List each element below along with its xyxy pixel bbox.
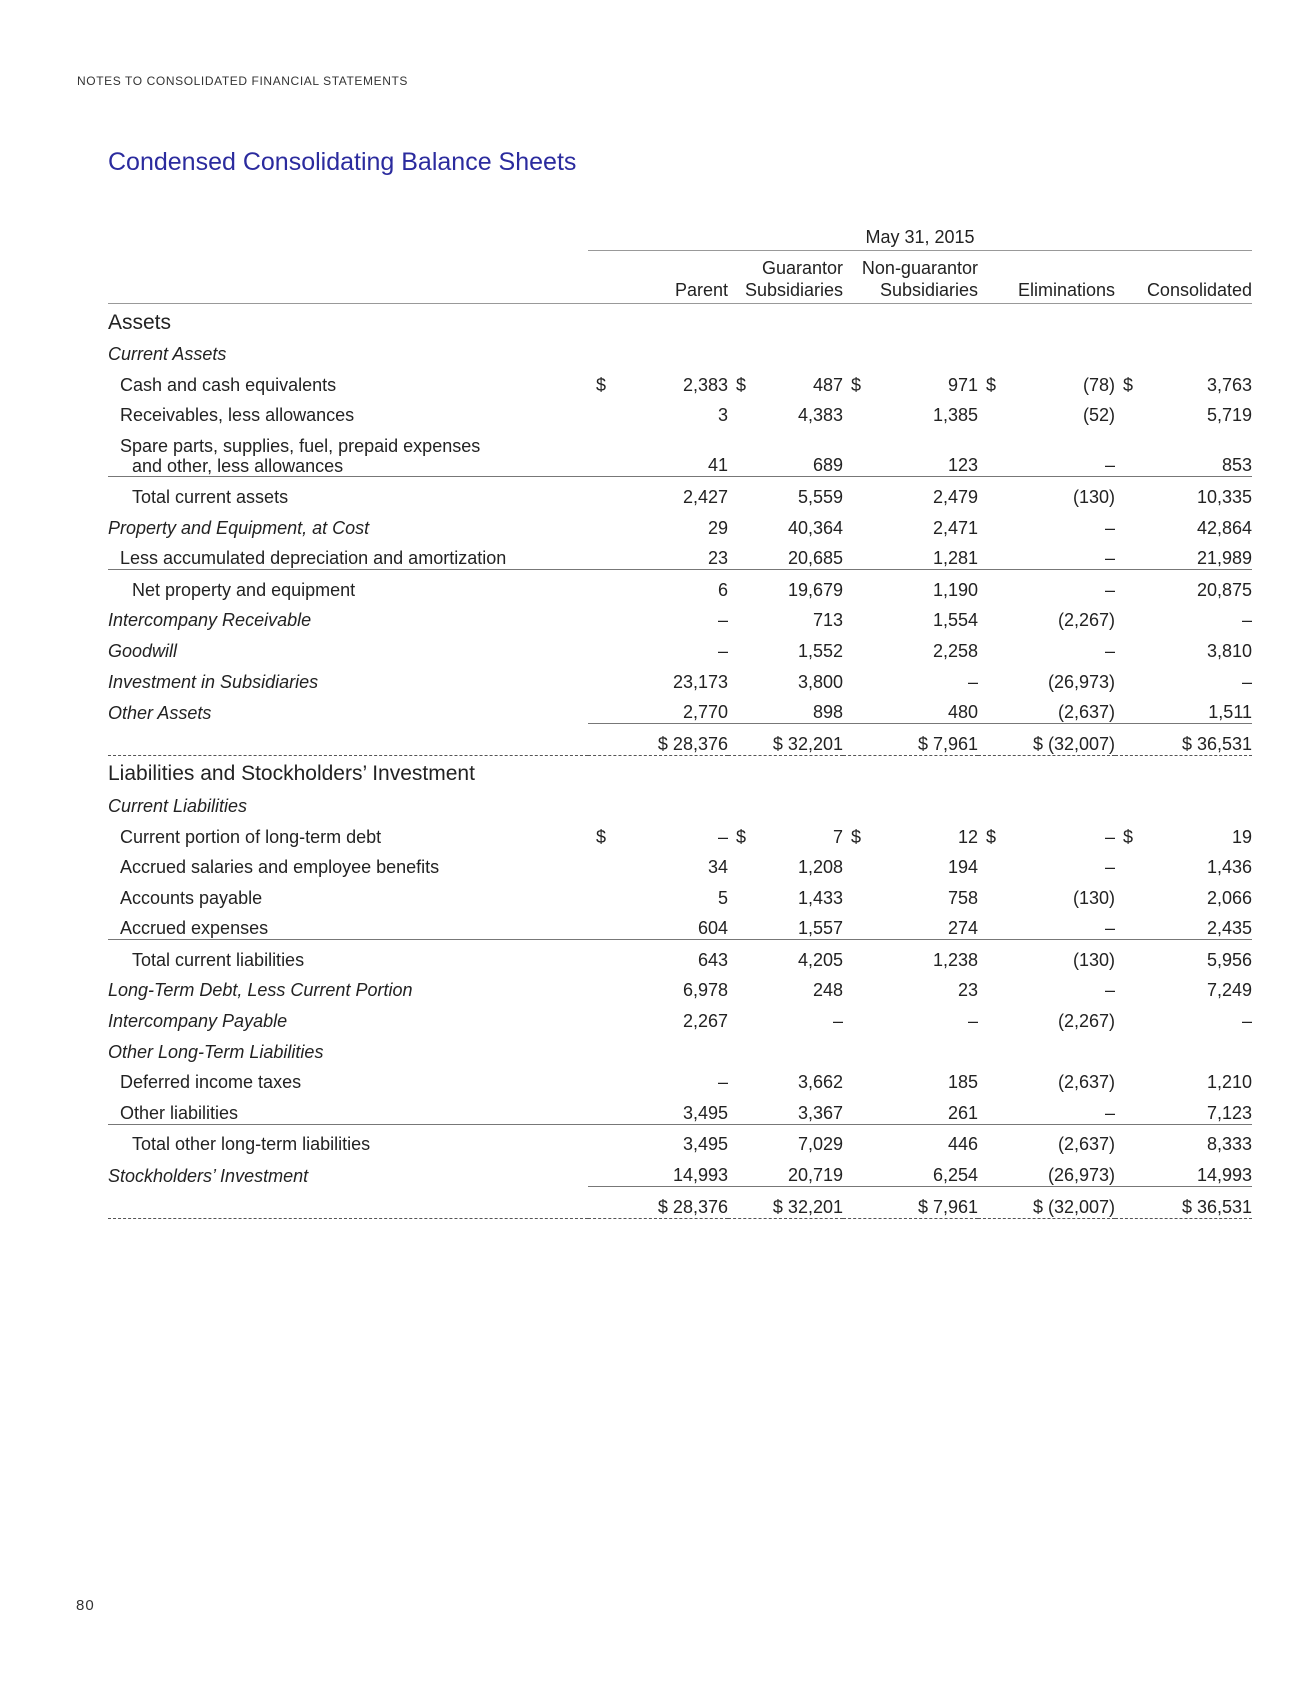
table-row: [108, 878, 1252, 909]
row-label: Stockholders’ Investment: [108, 1165, 309, 1186]
cell-value: $ 7,961: [843, 1187, 978, 1219]
cell-value: 1,557: [797, 918, 843, 939]
table-row: [108, 570, 1252, 601]
cell-value: [1115, 1032, 1252, 1063]
cell-value: 713: [812, 610, 843, 631]
cell-value: 1,436: [1206, 857, 1253, 878]
cell-value: [588, 304, 728, 335]
cell-value: 3,810: [1206, 640, 1253, 661]
table-row: [108, 396, 1252, 427]
table-row: [108, 1093, 1252, 1124]
cell-value: –: [978, 570, 1115, 601]
cell-value: $ 36,531: [1115, 724, 1252, 756]
cell-value: (130): [978, 940, 1115, 971]
cell-value: 20,719: [787, 1165, 843, 1186]
cell-value: $ 971: [851, 374, 978, 395]
cell-value: [1115, 755, 1252, 786]
cell-value: [588, 1032, 728, 1063]
cell-value: –: [1242, 610, 1253, 631]
cell-value: 1,208: [797, 857, 843, 878]
row-label: Total other long-term liabilities: [108, 1124, 588, 1155]
cell-value: [978, 786, 1115, 817]
cell-value: 4,205: [728, 940, 843, 971]
table-row: [108, 335, 1252, 366]
cell-value: –: [1242, 671, 1253, 692]
cell-value: –: [832, 1011, 843, 1032]
cell-value: [843, 335, 978, 366]
cell-value: 1,554: [932, 610, 978, 631]
cell-value: $ 2,383: [596, 374, 728, 395]
cell-value: 1,385: [932, 405, 978, 426]
cell-value: (26,973): [1047, 671, 1115, 692]
cell-value: 23: [707, 548, 728, 569]
cell-value: 21,989: [1196, 548, 1253, 569]
table-row: [108, 693, 1252, 724]
row-label: Property and Equipment, at Cost: [108, 517, 370, 538]
cell-value: [978, 755, 1115, 786]
cell-value: [1115, 786, 1252, 817]
cell-value: [728, 755, 843, 786]
table-row: [108, 1063, 1252, 1094]
row-label: Deferred income taxes: [120, 1072, 302, 1093]
cell-value: [728, 1032, 843, 1063]
cell-value: 2,258: [932, 640, 978, 661]
cell-value: (2,267): [1057, 610, 1115, 631]
cell-value: –: [1104, 918, 1115, 939]
row-label: Intercompany Receivable: [108, 610, 312, 631]
cell-value: 2,267: [682, 1011, 728, 1032]
cell-value: [978, 1032, 1115, 1063]
cell-value: [843, 304, 978, 335]
table-row: [108, 1124, 1252, 1155]
row-label: Goodwill: [108, 640, 178, 661]
cell-value: $ 19: [1123, 826, 1253, 847]
cell-value: 2,427: [588, 477, 728, 508]
cell-value: 5,719: [1206, 405, 1253, 426]
cell-value: 2,770: [682, 702, 728, 723]
cell-value: 446: [843, 1124, 978, 1155]
cell-value: [843, 1032, 978, 1063]
cell-value: –: [717, 640, 728, 661]
cell-value: 1,552: [797, 640, 843, 661]
table-row: [108, 601, 1252, 632]
cell-value: 480: [947, 702, 978, 723]
column-header-row: [108, 251, 1252, 304]
column-header: Eliminations: [978, 251, 1115, 304]
table-row: [108, 940, 1252, 971]
table-row: [108, 477, 1252, 508]
row-label: Cash and cash equivalents: [120, 374, 337, 395]
column-header: Non-guarantor Subsidiaries: [843, 251, 978, 304]
cell-value: $ 7: [736, 826, 843, 847]
cell-value: –: [1104, 455, 1115, 476]
column-header: Guarantor Subsidiaries: [728, 251, 843, 304]
cell-value: 2,471: [932, 517, 978, 538]
cell-value: 20,875: [1115, 570, 1252, 601]
cell-value: $ (78): [986, 374, 1115, 395]
section-row: [108, 755, 1252, 786]
cell-value: 194: [947, 857, 978, 878]
cell-value: 7,249: [1206, 980, 1253, 1001]
column-header: Consolidated: [1115, 251, 1252, 304]
cell-value: [588, 755, 728, 786]
row-label: Receivables, less allowances: [120, 405, 355, 426]
row-label: Other liabilities: [120, 1102, 239, 1123]
cell-value: [978, 304, 1115, 335]
row-label: Other Assets: [108, 702, 212, 723]
cell-value: $ 28,376: [588, 1187, 728, 1219]
cell-value: [728, 335, 843, 366]
cell-value: –: [1242, 1011, 1253, 1032]
cell-value: –: [717, 610, 728, 631]
cell-value: 3,662: [797, 1072, 843, 1093]
row-label: Other Long-Term Liabilities: [108, 1041, 324, 1062]
cell-value: $ (32,007): [978, 724, 1115, 756]
cell-value: (130): [978, 477, 1115, 508]
row-label: Current Assets: [108, 344, 227, 365]
row-label: Current portion of long-term debt: [120, 826, 382, 847]
cell-value: 8,333: [1115, 1124, 1252, 1155]
cell-value: 853: [1221, 455, 1253, 476]
cell-value: 3,367: [797, 1102, 843, 1123]
cell-value: –: [1104, 980, 1115, 1001]
cell-value: [843, 786, 978, 817]
cell-value: 248: [812, 980, 843, 1001]
cell-value: $ 7,961: [843, 724, 978, 756]
cell-value: 604: [697, 918, 728, 939]
cell-value: 643: [588, 940, 728, 971]
table-row: [108, 1032, 1252, 1063]
cell-value: 6,254: [932, 1165, 978, 1186]
row-label: Intercompany Payable: [108, 1011, 288, 1032]
cell-value: 1,210: [1206, 1072, 1253, 1093]
period-date: May 31, 2015: [588, 222, 1252, 251]
section-row: [108, 304, 1252, 335]
cell-value: $ –: [986, 826, 1115, 847]
cell-value: 1,433: [797, 887, 843, 908]
cell-value: 5,559: [728, 477, 843, 508]
cell-value: 6: [588, 570, 728, 601]
row-label: Spare parts, supplies, fuel, prepaid expenses and other, less allowances: [120, 436, 481, 477]
table-row: [108, 817, 1252, 848]
cell-value: 3,495: [588, 1124, 728, 1155]
table-row: [108, 539, 1252, 570]
cell-value: [978, 335, 1115, 366]
table-row: [108, 786, 1252, 817]
cell-value: 3,800: [797, 671, 843, 692]
row-label: Liabilities and Stockholders’ Investment: [108, 762, 475, 786]
table-row: [108, 631, 1252, 662]
cell-value: 185: [947, 1072, 978, 1093]
table-row: [108, 909, 1252, 940]
cell-value: 5,956: [1115, 940, 1252, 971]
cell-value: 261: [947, 1102, 978, 1123]
cell-value: [588, 786, 728, 817]
cell-value: –: [1104, 857, 1115, 878]
cell-value: 1,511: [1208, 702, 1253, 723]
cell-value: 3: [717, 405, 728, 426]
cell-value: 898: [812, 702, 843, 723]
table-row: [108, 971, 1252, 1002]
row-label: Investment in Subsidiaries: [108, 671, 319, 692]
cell-value: 20,685: [787, 548, 843, 569]
row-label: Accrued salaries and employee benefits: [120, 857, 440, 878]
cell-value: 23,173: [672, 671, 728, 692]
cell-value: $ –: [596, 826, 728, 847]
cell-value: [728, 786, 843, 817]
cell-value: –: [1104, 640, 1115, 661]
page-title: Condensed Consolidating Balance Sheets: [108, 148, 577, 176]
cell-value: 274: [947, 918, 978, 939]
row-label: Accounts payable: [120, 887, 263, 908]
cell-value: [1115, 335, 1252, 366]
cell-value: 2,435: [1206, 918, 1253, 939]
cell-value: 40,364: [787, 517, 843, 538]
cell-value: $ 28,376: [588, 724, 728, 756]
cell-value: $ 3,763: [1123, 374, 1253, 395]
cell-value: 6,978: [682, 980, 728, 1001]
cell-value: 689: [812, 455, 843, 476]
cell-value: 4,383: [797, 405, 843, 426]
row-label: [108, 1187, 588, 1219]
cell-value: 2,066: [1206, 887, 1253, 908]
cell-value: 41: [707, 455, 728, 476]
cell-value: (2,267): [1057, 1011, 1115, 1032]
cell-value: (52): [1082, 405, 1115, 426]
row-label: Net property and equipment: [108, 570, 588, 601]
cell-value: 23: [957, 980, 978, 1001]
total-row: [108, 724, 1252, 756]
table-row: [108, 508, 1252, 539]
cell-value: (2,637): [1057, 702, 1115, 723]
cell-value: 5: [717, 887, 728, 908]
table-row: [108, 365, 1252, 396]
cell-value: $ 32,201: [728, 724, 843, 756]
cell-value: 29: [707, 517, 728, 538]
cell-value: 14,993: [1196, 1165, 1253, 1186]
row-label: Total current assets: [108, 477, 588, 508]
cell-value: –: [967, 671, 978, 692]
row-label: Less accumulated depreciation and amortization: [120, 548, 507, 569]
cell-value: $ (32,007): [978, 1187, 1115, 1219]
table-row: [108, 848, 1252, 879]
column-header: Parent: [588, 251, 728, 304]
cell-value: 7,123: [1206, 1102, 1253, 1123]
cell-value: (2,637): [1057, 1072, 1115, 1093]
cell-value: (130): [1072, 887, 1115, 908]
row-label: Current Liabilities: [108, 795, 248, 816]
cell-value: 10,335: [1115, 477, 1252, 508]
table-row: [108, 1001, 1252, 1032]
cell-value: 14,993: [672, 1165, 728, 1186]
cell-value: –: [717, 1072, 728, 1093]
running-header: NOTES TO CONSOLIDATED FINANCIAL STATEMENTS: [77, 74, 409, 88]
row-label: Accrued expenses: [120, 918, 269, 939]
cell-value: 42,864: [1196, 517, 1253, 538]
row-label: [108, 724, 588, 756]
table-row: [108, 662, 1252, 693]
cell-value: 1,238: [843, 940, 978, 971]
cell-value: –: [1104, 517, 1115, 538]
row-label: Long-Term Debt, Less Current Portion: [108, 980, 413, 1001]
cell-value: (26,973): [1047, 1165, 1115, 1186]
cell-value: 2,479: [843, 477, 978, 508]
row-label: Assets: [108, 310, 172, 334]
cell-value: [728, 304, 843, 335]
balance-sheet-table: [108, 222, 1252, 1219]
cell-value: 34: [707, 857, 728, 878]
table-row: [108, 426, 1252, 477]
cell-value: $ 487: [736, 374, 843, 395]
total-row: [108, 1187, 1252, 1219]
cell-value: –: [1104, 1102, 1115, 1123]
cell-value: 123: [947, 455, 978, 476]
date-header-row: [108, 222, 1252, 251]
cell-value: 7,029: [728, 1124, 843, 1155]
cell-value: $ 36,531: [1115, 1187, 1252, 1219]
page-number: 80: [76, 1597, 95, 1614]
cell-value: $ 32,201: [728, 1187, 843, 1219]
cell-value: 19,679: [728, 570, 843, 601]
cell-value: [588, 335, 728, 366]
cell-value: [1115, 304, 1252, 335]
table-row: [108, 1155, 1252, 1186]
cell-value: 1,190: [843, 570, 978, 601]
cell-value: (2,637): [978, 1124, 1115, 1155]
row-label: Total current liabilities: [108, 940, 588, 971]
cell-value: –: [967, 1011, 978, 1032]
cell-value: 3,495: [682, 1102, 728, 1123]
cell-value: [843, 755, 978, 786]
cell-value: –: [1104, 548, 1115, 569]
cell-value: $ 12: [851, 826, 978, 847]
cell-value: 758: [947, 887, 978, 908]
cell-value: 1,281: [932, 548, 978, 569]
